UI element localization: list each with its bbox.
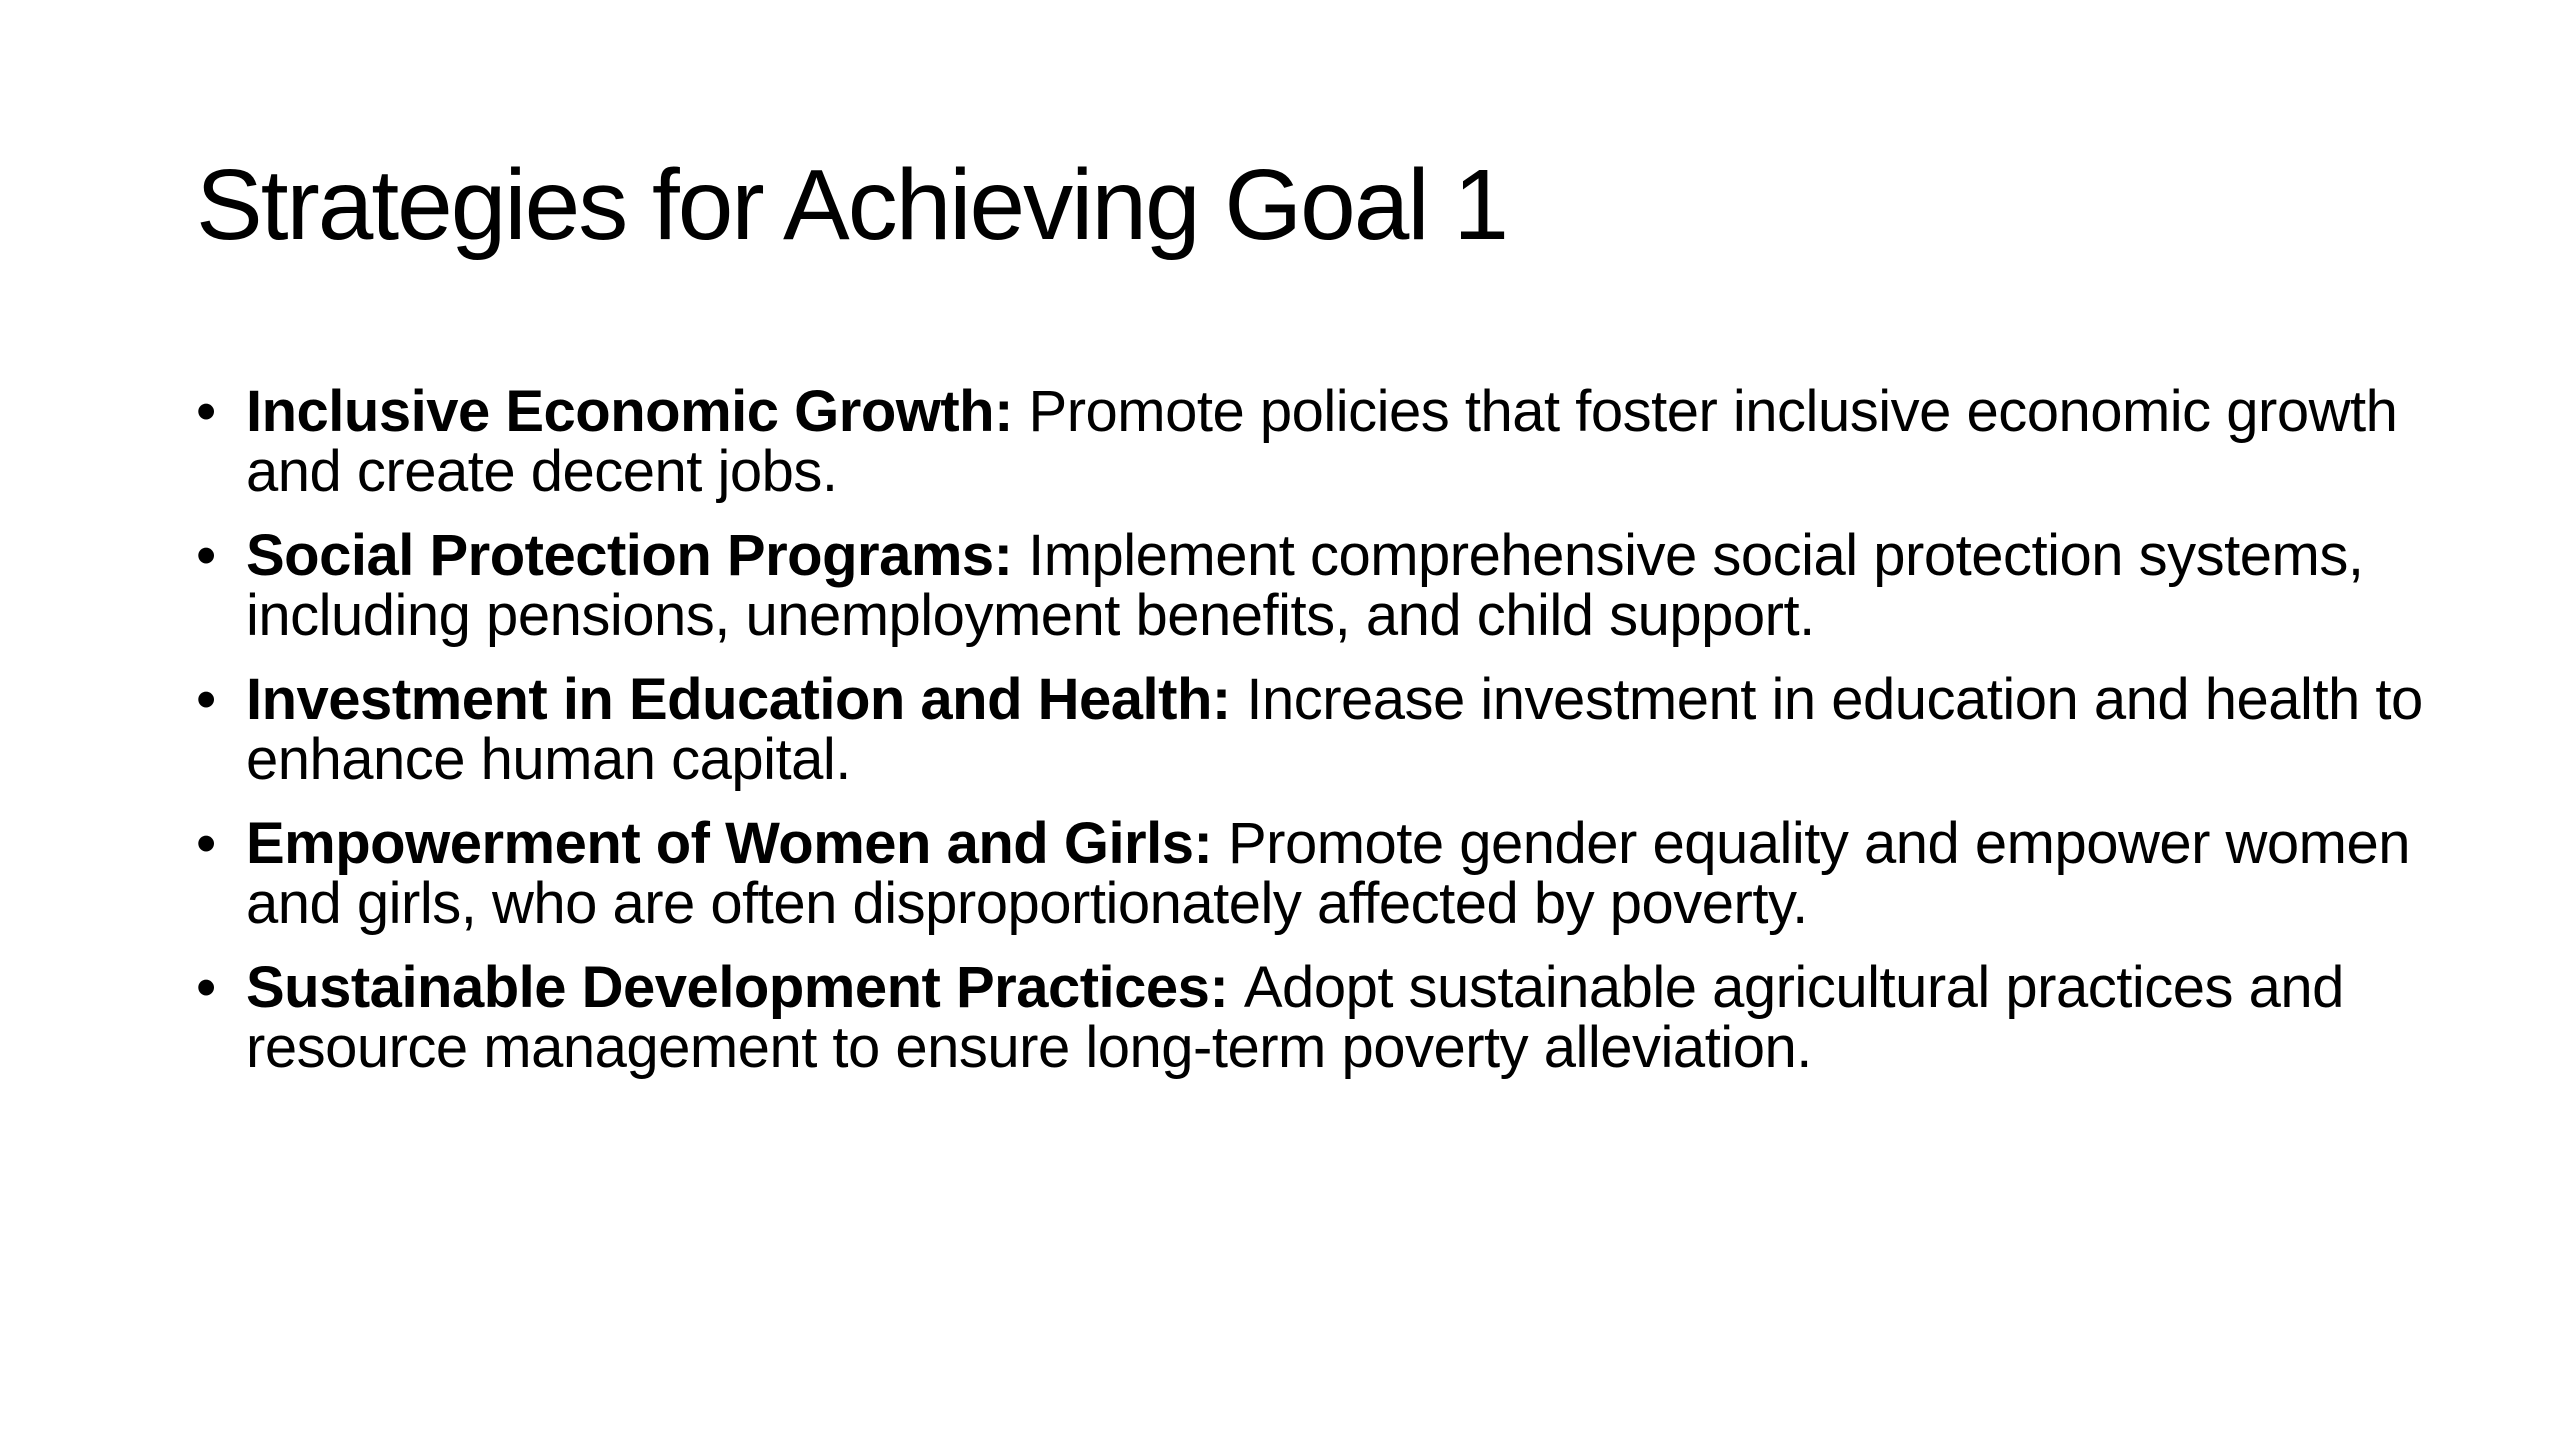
bullet-icon: • (196, 667, 216, 732)
list-item (196, 955, 2446, 1080)
bullet-icon: • (196, 379, 216, 444)
bullet-lead: Sustainable Development Practices: (246, 955, 1244, 1020)
list-item (196, 523, 2446, 648)
bullet-lead: Inclusive Economic Growth: (246, 379, 1029, 444)
bullet-lead: Investment in Education and Health: (246, 667, 1247, 732)
bullet-text: Adopt sustainable agricultural practices and resource management to ensure long-term poverty alleviation. (246, 955, 2344, 1080)
bullet-lead: Empowerment of Women and Girls: (246, 811, 1228, 876)
bullet-text: Implement comprehensive social protection systems, including pensions, unemployment benefits, and child support. (246, 523, 2364, 648)
bullet-text: Increase investment in education and health to enhance human capital. (246, 667, 2423, 792)
list-item (196, 379, 2446, 504)
bullet-icon: • (196, 811, 216, 876)
list-item (196, 811, 2446, 936)
bullet-lead: Social Protection Programs: (246, 523, 1029, 588)
bullet-icon: • (196, 523, 216, 588)
bullet-list (196, 379, 2446, 1102)
slide-title: Strategies for Achieving Goal 1 (196, 149, 1507, 261)
bullet-text: Promote gender equality and empower women and girls, who are often disproportionately affected by poverty. (246, 811, 2411, 936)
bullet-icon: • (196, 955, 216, 1020)
list-item (196, 667, 2446, 792)
bullet-text: Promote policies that foster inclusive economic growth and create decent jobs. (246, 379, 2398, 504)
